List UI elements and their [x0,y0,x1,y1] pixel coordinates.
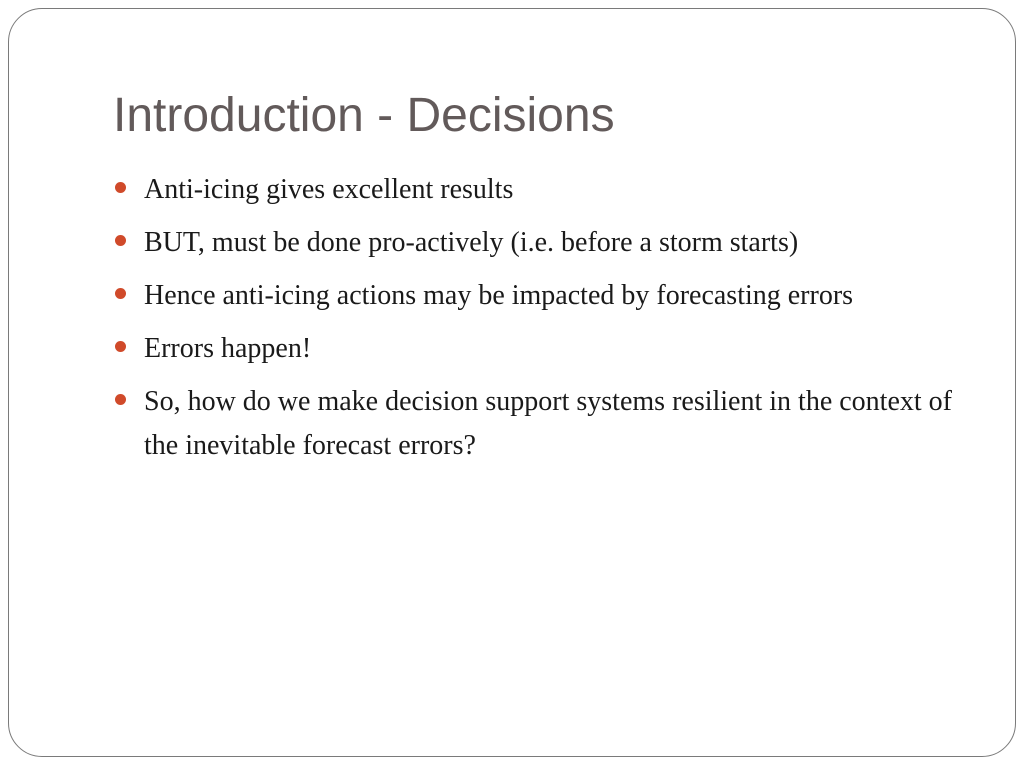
bullet-item [113,221,983,265]
bullet-dot-icon [115,341,126,352]
bullet-item [113,327,983,371]
bullet-text: So, how do we make decision support systems resilient in the context of the inevitable forecast errors? [144,386,952,461]
bullet-text: Anti-icing gives excellent results [144,174,514,205]
bullet-dot-icon [115,394,126,405]
bullet-dot-icon [115,235,126,246]
bullet-text: Hence anti-icing actions may be impacted by forecasting errors [144,280,854,311]
bullet-item [113,274,983,318]
bullet-text: Errors happen! [144,333,312,364]
bullet-dot-icon [115,288,126,299]
bullet-dot-icon [115,182,126,193]
slide-title: Introduction - Decisions [113,89,615,142]
bullet-item [113,380,983,468]
bullet-text: BUT, must be done pro-actively (i.e. before a storm starts) [144,227,799,258]
bullet-list [113,168,983,477]
bullet-item [113,168,983,212]
